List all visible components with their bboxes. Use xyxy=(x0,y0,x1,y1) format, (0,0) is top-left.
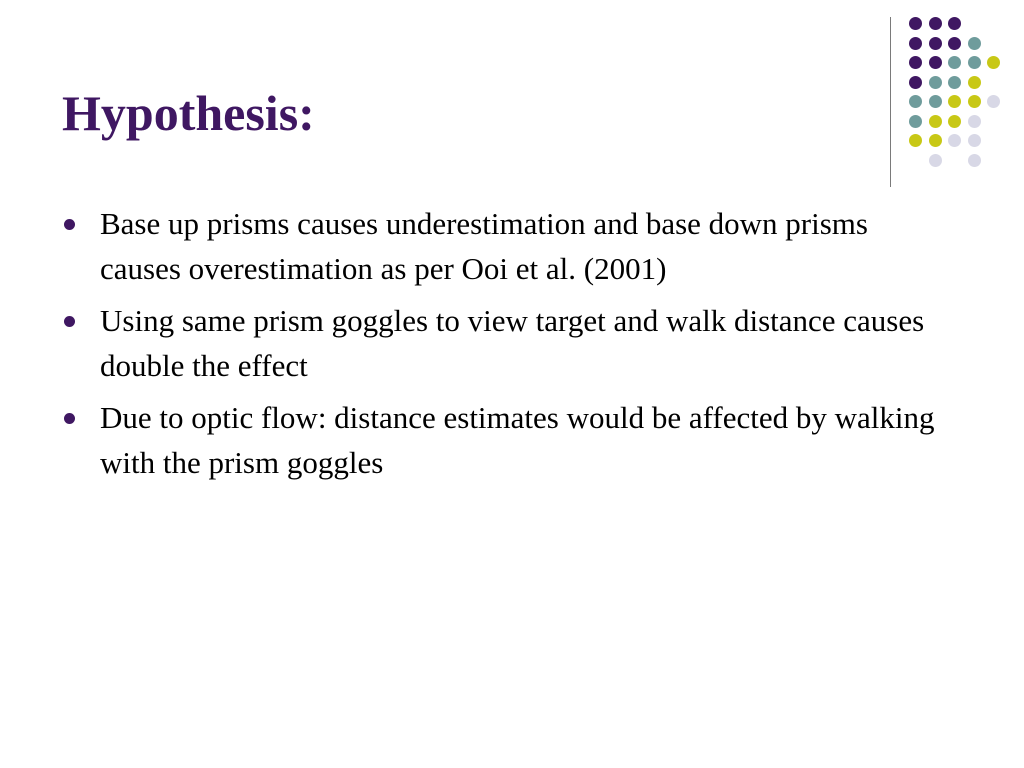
title-divider-line xyxy=(890,17,891,187)
decorative-dot xyxy=(968,95,981,108)
decorative-dot xyxy=(929,56,942,69)
decorative-dot xyxy=(948,76,961,89)
decorative-dot xyxy=(948,17,961,30)
decorative-dot xyxy=(987,56,1000,69)
decorative-dot xyxy=(948,134,961,147)
decorative-dot xyxy=(909,37,922,50)
decorative-dot xyxy=(909,134,922,147)
decorative-dot xyxy=(929,95,942,108)
bullet-list xyxy=(64,201,944,492)
decorative-dot xyxy=(968,56,981,69)
decorative-dot xyxy=(929,76,942,89)
decorative-dot xyxy=(948,115,961,128)
bullet-text: Base up prisms causes underestimation and base down prisms causes overestimation as per Ooi et al. (2001) xyxy=(100,206,868,286)
decorative-dot xyxy=(909,76,922,89)
decorative-dot xyxy=(948,95,961,108)
decorative-dot xyxy=(909,95,922,108)
decorative-dot xyxy=(929,115,942,128)
bullet-item xyxy=(64,395,944,485)
decorative-dot xyxy=(909,56,922,69)
bullet-dot-icon xyxy=(64,316,75,327)
bullet-dot-icon xyxy=(64,219,75,230)
bullet-item xyxy=(64,298,944,388)
decorative-dot xyxy=(968,37,981,50)
decorative-dot xyxy=(968,115,981,128)
decorative-dot xyxy=(968,134,981,147)
decorative-dot xyxy=(929,37,942,50)
decorative-dot xyxy=(909,17,922,30)
decorative-dot xyxy=(987,95,1000,108)
decorative-dot xyxy=(929,134,942,147)
decorative-dot xyxy=(909,115,922,128)
slide-title: Hypothesis: xyxy=(62,85,315,141)
decorative-dot xyxy=(929,154,942,167)
decorative-dot xyxy=(968,154,981,167)
bullet-item xyxy=(64,201,944,291)
decorative-dot xyxy=(948,37,961,50)
decorative-dot xyxy=(948,56,961,69)
decorative-dot xyxy=(968,76,981,89)
bullet-text: Using same prism goggles to view target and walk distance causes double the effect xyxy=(100,303,925,383)
decorative-dot xyxy=(929,17,942,30)
bullet-text: Due to optic flow: distance estimates would be affected by walking with the prism goggles xyxy=(100,400,935,480)
bullet-dot-icon xyxy=(64,413,75,424)
